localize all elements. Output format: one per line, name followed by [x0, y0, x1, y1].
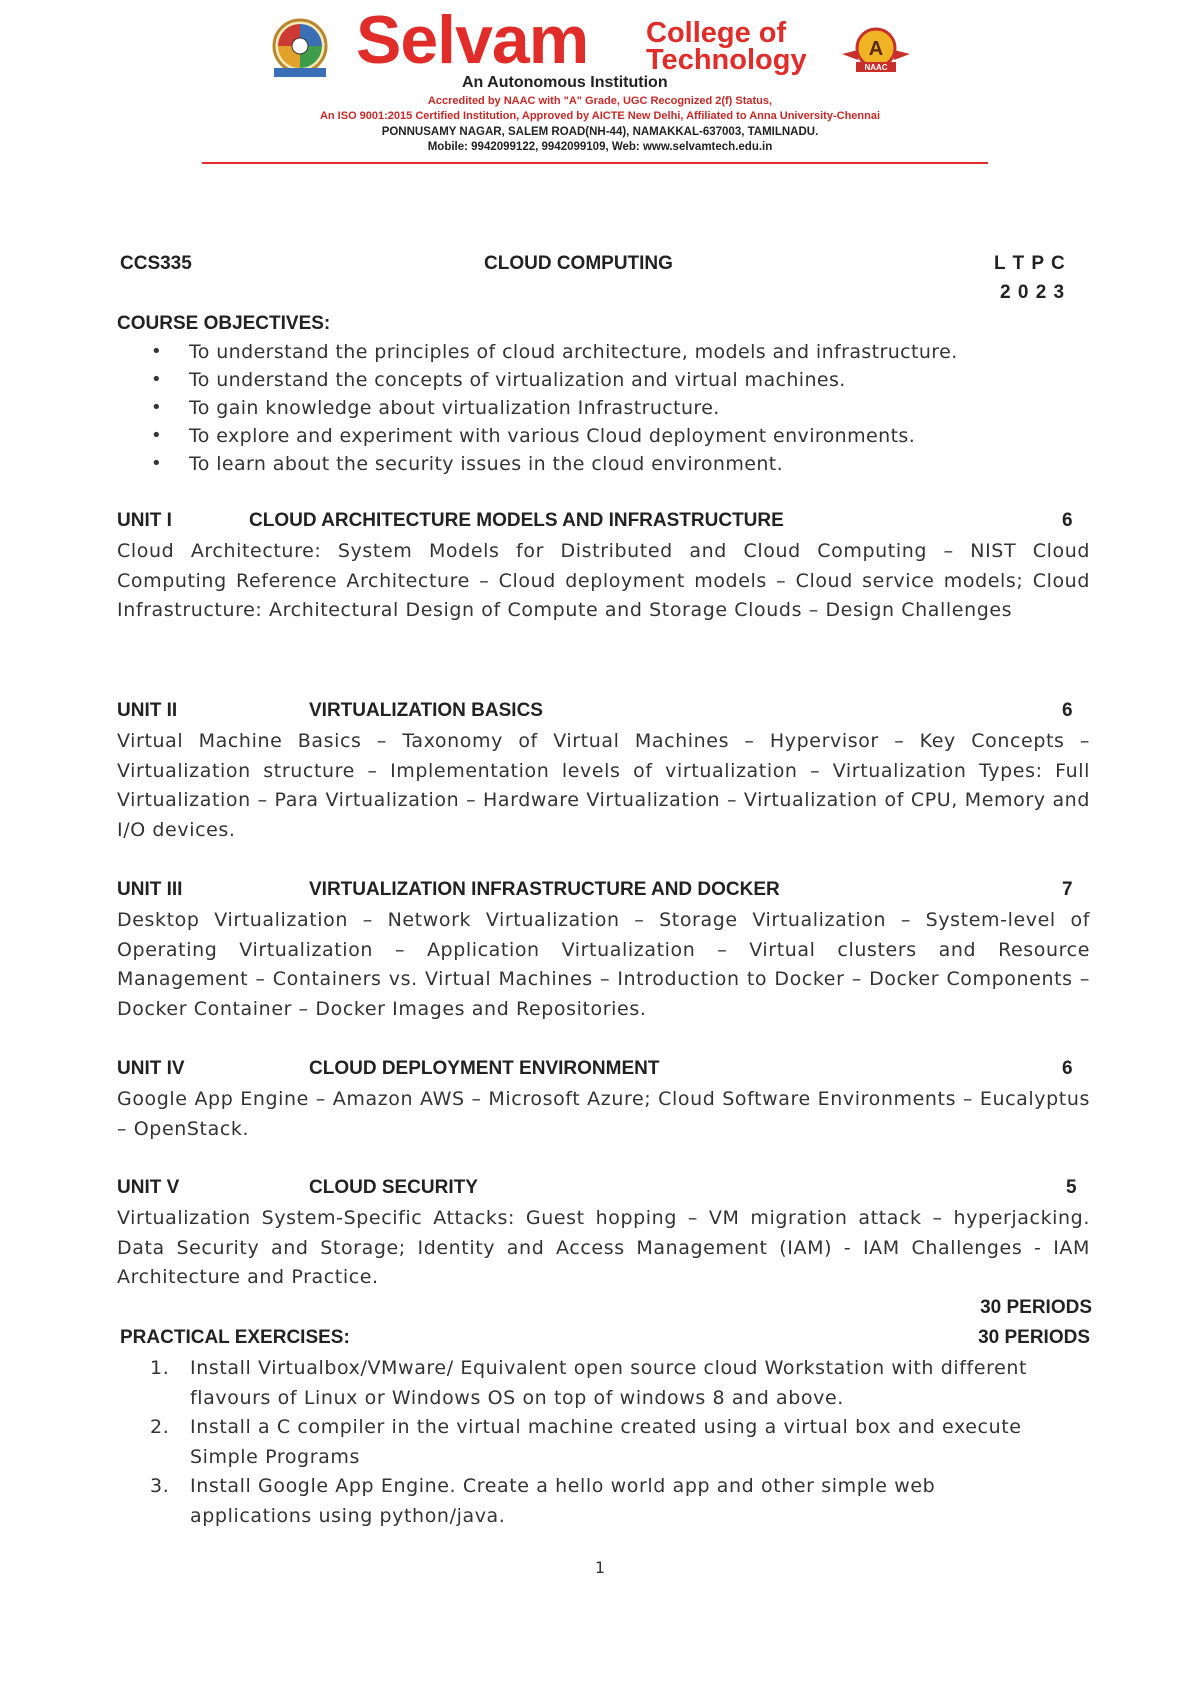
unit-4-label: UNIT IV — [117, 1058, 185, 1079]
unit-3-title: VIRTUALIZATION INFRASTRUCTURE AND DOCKER — [309, 879, 780, 900]
naac-grade: A — [868, 38, 884, 60]
unit-1-title: CLOUD ARCHITECTURE MODELS AND INFRASTRUCTURE — [249, 510, 784, 531]
unit-4-hours: 6 — [1062, 1058, 1073, 1079]
header-divider — [202, 162, 988, 164]
list-item-text: Install Virtualbox/VMware/ Equivalent open source cloud Workstation with different flavours of Linux or Windows OS on top of windows 8 and above. — [190, 1357, 1028, 1409]
list-item: • To understand the concepts of virtualization and virtual machines. — [145, 366, 958, 394]
contact-line: Mobile: 9942099122, 9942099109, Web: www.selvamtech.edu.in — [427, 141, 773, 153]
list-item: • To explore and experiment with various Cloud deployment environments. — [145, 422, 958, 450]
course-code: CCS335 — [120, 253, 192, 274]
college-name: Selvam — [356, 2, 589, 78]
ltpc-label: L T P C — [994, 253, 1066, 274]
unit-2-label: UNIT II — [117, 700, 178, 721]
objectives-list — [145, 338, 958, 478]
naac-badge-icon — [836, 24, 916, 82]
list-item-number: 1. — [150, 1357, 170, 1379]
list-item-text: Install a C compiler in the virtual machine created using a virtual box and execute Simple Programs — [190, 1416, 1022, 1468]
practical-periods: 30 PERIODS — [978, 1327, 1090, 1348]
unit-2-hours: 6 — [1062, 700, 1073, 721]
list-item-number: 3. — [150, 1475, 170, 1497]
unit-4-content: Google App Engine – Amazon AWS – Microsoft Azure; Cloud Software Environments – Eucalyptus – OpenStack. — [117, 1088, 1090, 1140]
certification-line: An ISO 9001:2015 Certified Institution, Approved by AICTE New Delhi, Affiliated to Anna University-Chennai — [319, 110, 881, 122]
unit-3-hours: 7 — [1062, 879, 1073, 900]
list-item-number: 2. — [150, 1416, 170, 1438]
course-title: CLOUD COMPUTING — [484, 253, 673, 274]
list-item — [150, 1413, 1050, 1472]
ltpc-values: 2 0 2 3 — [1000, 282, 1066, 303]
theory-periods: 30 PERIODS — [980, 1297, 1092, 1318]
list-item-text: Install Google App Engine. Create a hello world app and other simple web applications using python/java. — [190, 1475, 936, 1527]
practical-heading: PRACTICAL EXERCISES: — [120, 1327, 350, 1348]
address-line: PONNUSAMY NAGAR, SALEM ROAD(NH-44), NAMAKKAL-637003, TAMILNADU. — [381, 126, 819, 138]
unit-4-title: CLOUD DEPLOYMENT ENVIRONMENT — [309, 1058, 660, 1079]
unit-1-hours: 6 — [1062, 510, 1073, 531]
naac-label: NAAC — [864, 63, 888, 72]
college-name-suffix: College of Technology — [646, 17, 807, 76]
list-item: • To learn about the security issues in the cloud environment. — [145, 450, 958, 478]
unit-3-content: Desktop Virtualization – Network Virtualization – Storage Virtualization – System-level of Operating Virtualization – Application Virtualization – Virtual clusters and Resource Management – Containers vs. Virtual Machines – Introduction to Docker – Docker Components – Docker Container – Docker Images and Repositories. — [117, 909, 1090, 1020]
unit-5-label: UNIT V — [117, 1177, 180, 1198]
unit-1-label: UNIT I — [117, 510, 172, 531]
list-item — [150, 1354, 1050, 1413]
objectives-heading: COURSE OBJECTIVES: — [117, 313, 331, 334]
unit-2-title: VIRTUALIZATION BASICS — [309, 700, 543, 721]
page-number: 1 — [594, 1558, 606, 1577]
unit-3-label: UNIT III — [117, 879, 183, 900]
unit-5-title: CLOUD SECURITY — [309, 1177, 478, 1198]
practical-list — [150, 1354, 1050, 1531]
unit-1-content: Cloud Architecture: System Models for Distributed and Cloud Computing – NIST Cloud Computing Reference Architecture – Cloud deployment models – Cloud service models; Cloud Infrastructure: Architectural Design of Compute and Storage Clouds – Design Challenges — [117, 540, 1090, 621]
college-seal-icon — [266, 18, 334, 78]
institution-tagline: An Autonomous Institution — [462, 74, 668, 91]
unit-2-content: Virtual Machine Basics – Taxonomy of Virtual Machines – Hypervisor – Key Concepts – Virtualization structure – Implementation levels of virtualization – Virtualization Types: Full Virtualization – Para Virtualization – Hardware Virtualization – Virtualization of CPU, Memory and I/O devices. — [117, 730, 1090, 841]
unit-5-hours: 5 — [1066, 1177, 1077, 1198]
accreditation-line: Accredited by NAAC with "A" Grade, UGC Recognized 2(f) Status, — [427, 95, 773, 107]
list-item: • To understand the principles of cloud architecture, models and infrastructure. — [145, 338, 958, 366]
list-item: • To gain knowledge about virtualization Infrastructure. — [145, 394, 958, 422]
list-item — [150, 1472, 1050, 1531]
unit-5-content: Virtualization System-Specific Attacks: Guest hopping – VM migration attack – hyperjacking. Data Security and Storage; Identity and Access Management (IAM) - IAM Challenges - IAM Architecture and Practice. — [117, 1207, 1090, 1288]
